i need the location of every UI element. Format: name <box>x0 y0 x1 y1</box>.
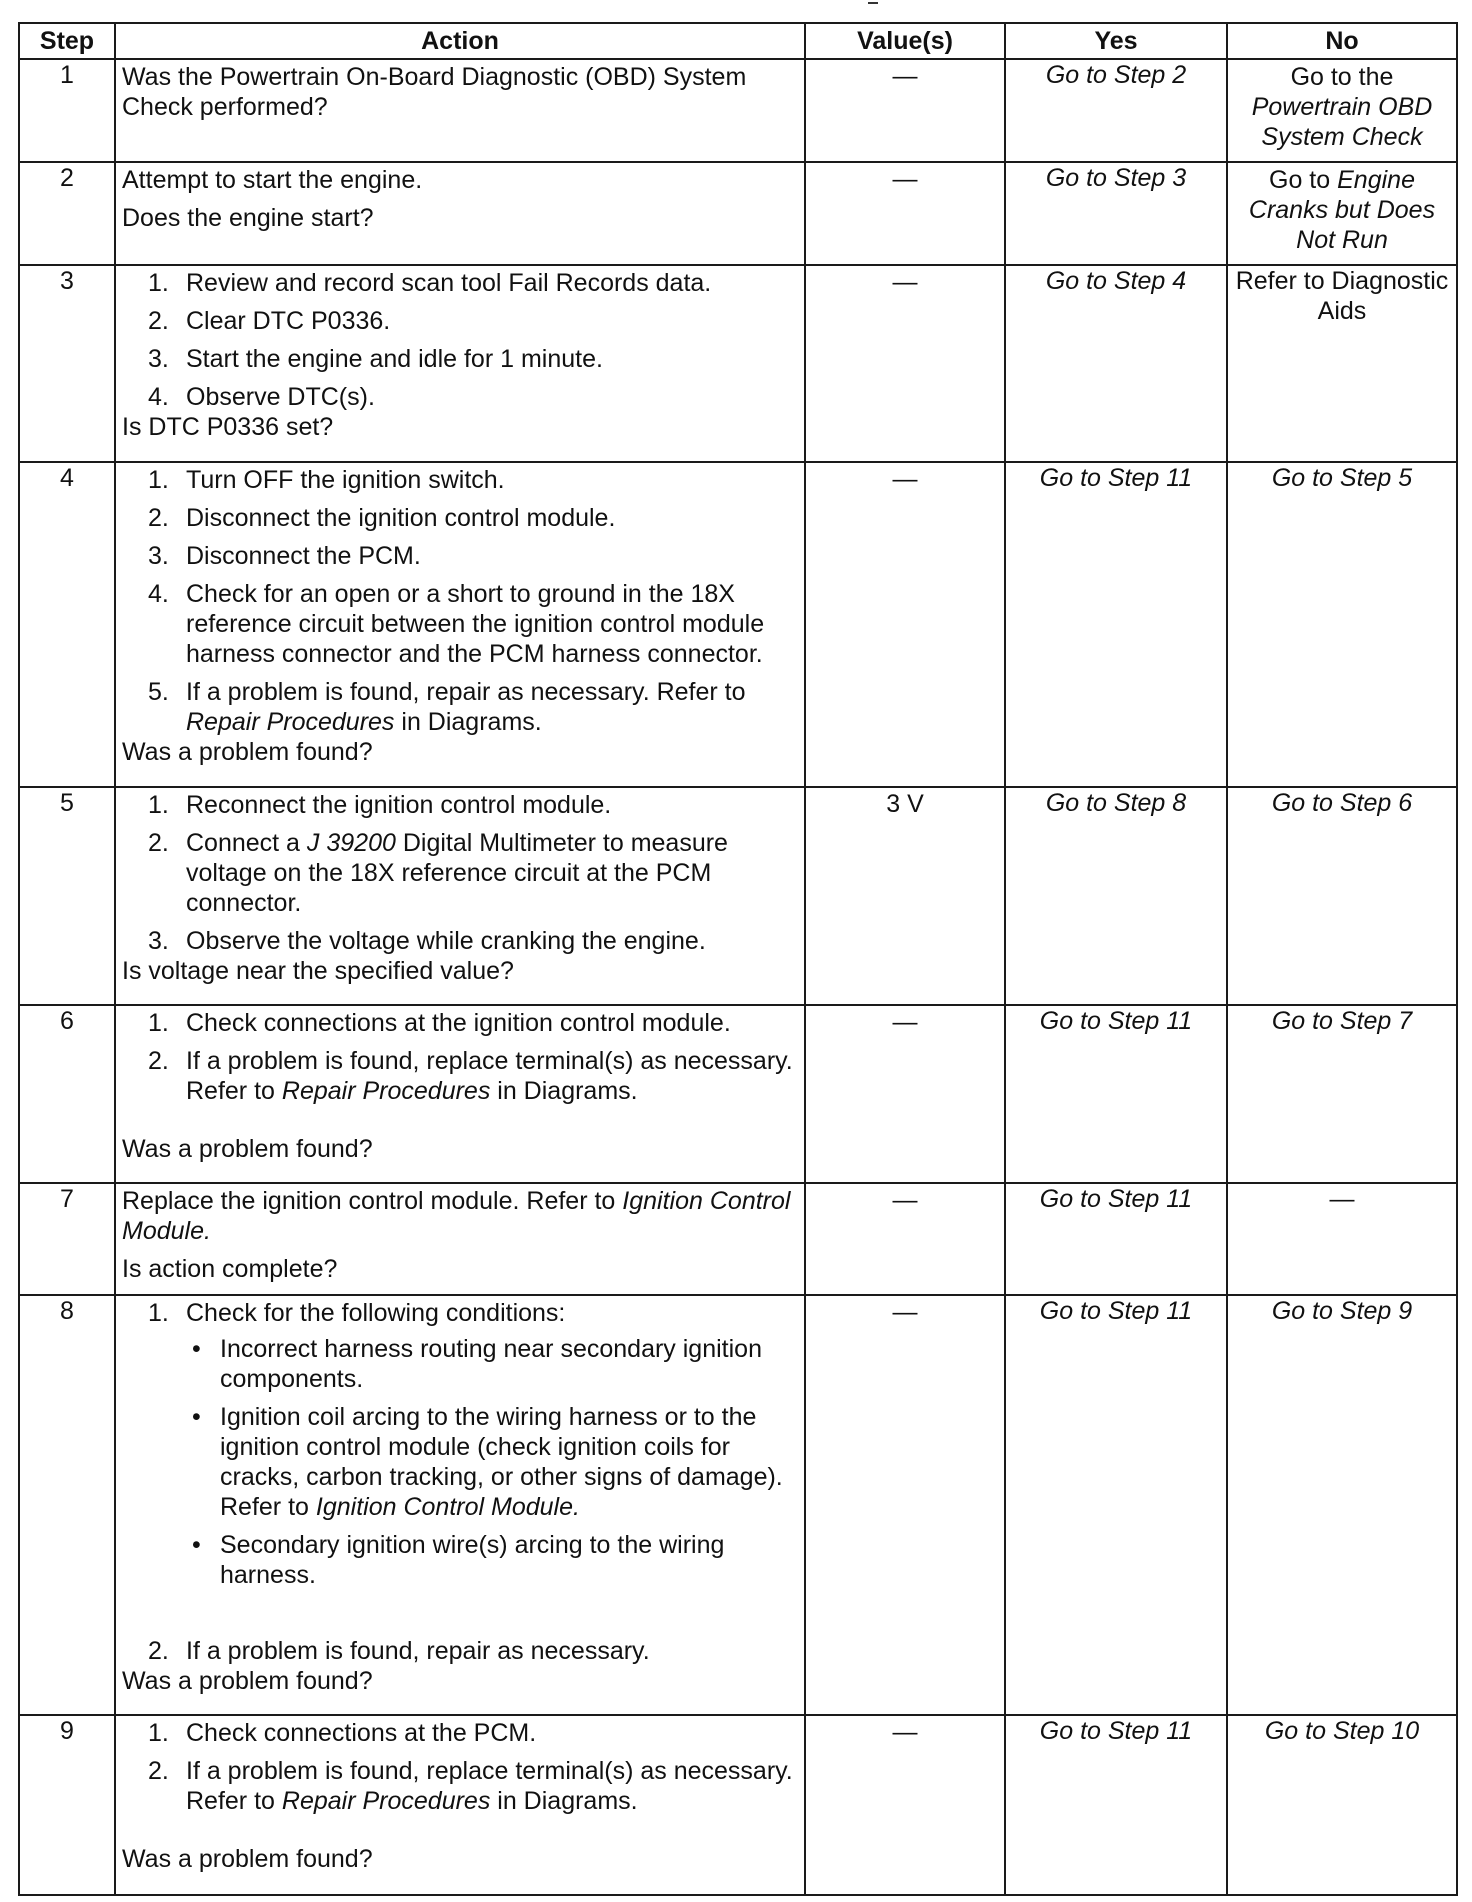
step-index: 5. <box>148 678 169 706</box>
step-text: Observe the voltage while cranking the engine. <box>186 927 706 955</box>
action-question: Was a problem found? <box>122 738 373 766</box>
step-number: 6 <box>19 1005 115 1183</box>
action-step <box>122 541 798 571</box>
no-link[interactable]: Go to Step 10 <box>1264 1717 1420 1745</box>
value-cell: — <box>805 462 1005 787</box>
step-text: If a problem is found, replace terminal(s) as necessary. Refer to <box>186 1047 793 1105</box>
step-index: 4. <box>148 383 169 411</box>
value-cell: — <box>805 59 1005 162</box>
action-cell <box>115 787 805 1005</box>
condition-text: Secondary ignition wire(s) arcing to the wiring harness. <box>220 1531 725 1589</box>
yes-cell[interactable] <box>1005 1005 1227 1183</box>
step-text: Disconnect the PCM. <box>186 542 421 570</box>
bullet-icon: • <box>192 1531 201 1559</box>
step-index: 2. <box>148 1637 169 1665</box>
no-cell[interactable] <box>1227 162 1457 265</box>
no-link[interactable]: Powertrain OBD System Check <box>1251 93 1433 151</box>
step-text: Connect a <box>186 829 300 857</box>
action-step <box>122 790 798 820</box>
step-text: Review and record scan tool Fail Records data. <box>186 269 712 297</box>
no-cell[interactable] <box>1227 265 1457 462</box>
table-row <box>19 1005 1457 1183</box>
table-header-row <box>19 23 1457 59</box>
no-cell[interactable] <box>1227 1005 1457 1183</box>
no-cell[interactable] <box>1227 1715 1457 1895</box>
no-cell[interactable] <box>1227 462 1457 787</box>
action-cell <box>115 162 805 265</box>
yes-link[interactable]: Go to Step 3 <box>1045 164 1187 192</box>
action-question: Is action complete? <box>122 1255 338 1283</box>
no-link[interactable]: Engine Cranks but Does Not Run <box>1248 166 1436 254</box>
value-cell: — <box>805 1715 1005 1895</box>
no-link[interactable]: Go to Step 9 <box>1271 1297 1413 1325</box>
repair-procedures-link[interactable]: Repair Procedures <box>281 1787 491 1815</box>
diagnostic-page <box>18 22 1456 1896</box>
value-cell: — <box>805 265 1005 462</box>
no-text: — <box>1329 1185 1355 1213</box>
step-number: 2 <box>19 162 115 265</box>
action-cell <box>115 1183 805 1295</box>
step-index: 2. <box>148 829 169 857</box>
bullet-icon: • <box>192 1403 201 1431</box>
action-text: Attempt to start the engine. <box>122 166 423 194</box>
action-text: Was the Powertrain On-Board Diagnostic (OBD) System Check performed? <box>122 63 747 121</box>
step-number: 4 <box>19 462 115 787</box>
action-text <box>122 1186 798 1246</box>
value-cell: — <box>805 1295 1005 1715</box>
yes-link[interactable]: Go to Step 11 <box>1039 1185 1193 1213</box>
action-steps <box>122 1008 798 1106</box>
step-index: 3. <box>148 345 169 373</box>
step-index: 2. <box>148 1757 169 1785</box>
action-cell <box>115 59 805 162</box>
step-text: Check connections at the ignition control module. <box>186 1009 731 1037</box>
action-step <box>122 1046 798 1106</box>
step-text: Check for an open or a short to ground in the 18X reference circuit between the ignition control module harness connector and the PCM harness connector. <box>186 580 765 668</box>
bullet-icon: • <box>192 1335 201 1363</box>
table-row <box>19 462 1457 787</box>
action-steps <box>122 790 798 956</box>
step-index: 4. <box>148 580 169 608</box>
action-cell <box>115 1295 805 1715</box>
action-step <box>122 1718 798 1748</box>
step-number: 7 <box>19 1183 115 1295</box>
yes-link[interactable]: Go to Step 4 <box>1045 267 1187 295</box>
no-cell[interactable] <box>1227 1295 1457 1715</box>
header-step: Step <box>19 23 115 59</box>
header-no: No <box>1227 23 1457 59</box>
yes-cell[interactable] <box>1005 1183 1227 1295</box>
step-text-suffix: in Diagrams. <box>401 708 542 736</box>
action-text-prefix: Replace the ignition control module. Refer to <box>122 1187 616 1215</box>
table-row <box>19 59 1457 162</box>
table-row <box>19 1295 1457 1715</box>
condition-item <box>186 1402 798 1522</box>
step-text: Turn OFF the ignition switch. <box>186 466 505 494</box>
action-steps <box>122 268 798 412</box>
action-question: Was a problem found? <box>122 1845 373 1873</box>
action-question: Does the engine start? <box>122 204 374 232</box>
table-row <box>19 787 1457 1005</box>
yes-link[interactable]: Go to Step 11 <box>1039 1717 1193 1745</box>
step-text: Reconnect the ignition control module. <box>186 791 612 819</box>
step-index: 1. <box>148 1009 169 1037</box>
step-text-suffix: Digital Multimeter to measure voltage on the 18X reference circuit at the PCM connector. <box>186 829 728 917</box>
ignition-control-module-link[interactable]: Ignition Control Module. <box>315 1493 580 1521</box>
step-index: 2. <box>148 1047 169 1075</box>
action-step <box>122 926 798 956</box>
yes-cell[interactable] <box>1005 1715 1227 1895</box>
action-step <box>122 465 798 495</box>
action-step <box>122 1008 798 1038</box>
header-yes: Yes <box>1005 23 1227 59</box>
no-cell[interactable] <box>1227 59 1457 162</box>
yes-cell[interactable] <box>1005 1295 1227 1715</box>
table-row <box>19 1715 1457 1895</box>
step-text: Start the engine and idle for 1 minute. <box>186 345 603 373</box>
action-question: Was a problem found? <box>122 1667 373 1695</box>
yes-link[interactable]: Go to Step 8 <box>1045 789 1187 817</box>
no-link[interactable]: Go to Step 7 <box>1271 1007 1413 1035</box>
condition-text: Incorrect harness routing near secondary ignition components. <box>220 1335 762 1393</box>
step-index: 1. <box>148 269 169 297</box>
step-index: 1. <box>148 1299 169 1327</box>
action-cell <box>115 462 805 787</box>
no-prefix: Go to the <box>1290 63 1394 91</box>
no-link[interactable]: Go to Step 5 <box>1271 464 1413 492</box>
value-cell: — <box>805 1183 1005 1295</box>
action-question: Is voltage near the specified value? <box>122 957 514 985</box>
action-step <box>122 344 798 374</box>
action-steps <box>122 465 798 737</box>
ignition-control-module-link[interactable]: Ignition Control Module. <box>122 1187 791 1245</box>
header-action: Action <box>115 23 805 59</box>
action-step <box>122 382 798 412</box>
no-link[interactable]: Go to Step 6 <box>1271 789 1413 817</box>
step-index: 3. <box>148 542 169 570</box>
yes-link[interactable]: Go to Step 11 <box>1039 1007 1193 1035</box>
yes-cell[interactable] <box>1005 265 1227 462</box>
yes-cell[interactable] <box>1005 162 1227 265</box>
yes-cell[interactable] <box>1005 59 1227 162</box>
step-text: Clear DTC P0336. <box>186 307 391 335</box>
step-index: 1. <box>148 1719 169 1747</box>
action-question: Was a problem found? <box>122 1135 373 1163</box>
action-step <box>122 306 798 336</box>
tool-link[interactable]: J 39200 <box>306 829 396 857</box>
step-text: Check for the following conditions: <box>186 1299 566 1327</box>
no-prefix: Go to <box>1269 166 1331 194</box>
action-steps <box>122 1298 798 1666</box>
step-number: 3 <box>19 265 115 462</box>
action-step <box>122 503 798 533</box>
condition-list <box>186 1334 798 1590</box>
action-question: Is DTC P0336 set? <box>122 413 334 441</box>
action-cell <box>115 1005 805 1183</box>
yes-link[interactable]: Go to Step 2 <box>1045 61 1187 89</box>
step-number: 1 <box>19 59 115 162</box>
header-values: Value(s) <box>805 23 1005 59</box>
value-cell: 3 V <box>805 787 1005 1005</box>
step-text: Disconnect the ignition control module. <box>186 504 616 532</box>
value-cell: — <box>805 1005 1005 1183</box>
action-step <box>122 677 798 737</box>
repair-procedures-link[interactable]: Repair Procedures <box>186 708 395 736</box>
value-cell: — <box>805 162 1005 265</box>
step-index: 1. <box>148 791 169 819</box>
step-text-suffix: in Diagrams. <box>497 1787 638 1815</box>
step-number: 5 <box>19 787 115 1005</box>
step-number: 8 <box>19 1295 115 1715</box>
condition-item <box>186 1530 798 1590</box>
yes-cell[interactable] <box>1005 462 1227 787</box>
condition-text: Ignition coil arcing to the wiring harness or to the ignition control module (check ignition coils for cracks, carbon tracking, or other signs of damage). Refer to <box>220 1403 783 1521</box>
action-cell <box>115 265 805 462</box>
step-text: If a problem is found, repair as necessary. <box>186 1637 650 1665</box>
no-cell <box>1227 1183 1457 1295</box>
yes-link[interactable]: Go to Step 11 <box>1039 1297 1193 1325</box>
action-step <box>122 268 798 298</box>
step-text: If a problem is found, repair as necessary. Refer to <box>186 678 746 706</box>
action-steps <box>122 1718 798 1816</box>
step-index: 2. <box>148 504 169 532</box>
action-step <box>122 1298 798 1590</box>
table-row <box>19 1183 1457 1295</box>
step-text: If a problem is found, replace terminal(s) as necessary. Refer to <box>186 1757 793 1815</box>
step-index: 2. <box>148 307 169 335</box>
step-text: Check connections at the PCM. <box>186 1719 537 1747</box>
step-index: 1. <box>148 466 169 494</box>
action-step <box>122 828 798 918</box>
table-row <box>19 162 1457 265</box>
step-index: 3. <box>148 927 169 955</box>
repair-procedures-link[interactable]: Repair Procedures <box>281 1077 491 1105</box>
step-number: 9 <box>19 1715 115 1895</box>
no-cell[interactable] <box>1227 787 1457 1005</box>
no-text[interactable]: Refer to Diagnostic Aids <box>1235 267 1449 325</box>
action-step <box>122 579 798 669</box>
diagnostic-table <box>18 22 1458 1896</box>
action-step <box>122 1636 798 1666</box>
yes-link[interactable]: Go to Step 11 <box>1039 464 1193 492</box>
yes-cell[interactable] <box>1005 787 1227 1005</box>
condition-item <box>186 1334 798 1394</box>
step-text-suffix: in Diagrams. <box>497 1077 638 1105</box>
table-row <box>19 265 1457 462</box>
scan-mark <box>868 2 878 4</box>
action-step <box>122 1756 798 1816</box>
step-text: Observe DTC(s). <box>186 383 375 411</box>
action-cell <box>115 1715 805 1895</box>
